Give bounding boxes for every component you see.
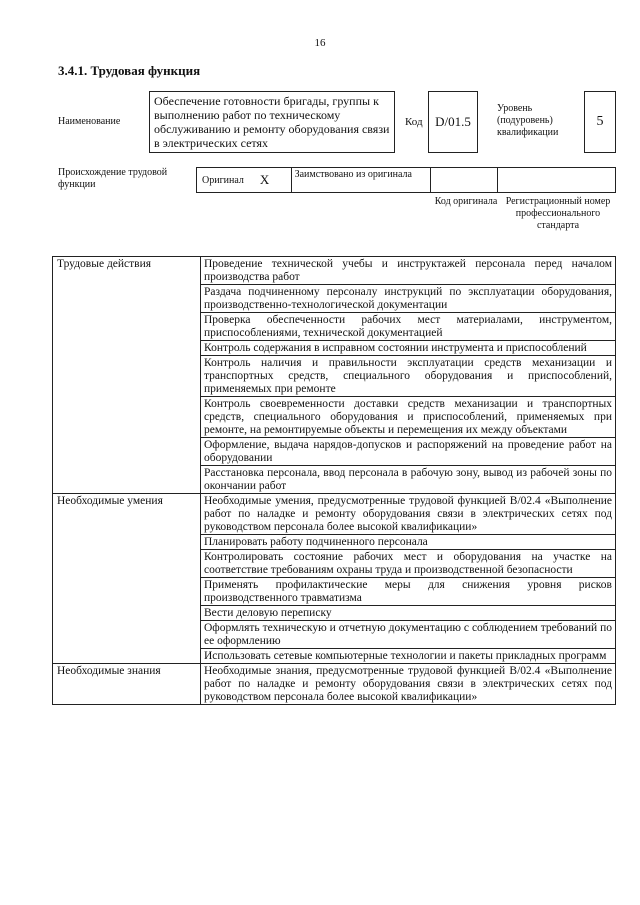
original-cell: [197, 168, 292, 192]
section-item: Контроль наличия и правильности эксплуатации средств механизации и транспортных средств, специального оборудования и приспособлений, применяемых при ремонте: [201, 356, 616, 397]
section-title: 3.4.1. Трудовая функция: [58, 63, 201, 78]
page-number: 16: [314, 37, 326, 49]
section-item: Расстановка персонала, ввод персонала в рабочую зону, вывод из рабочей зоны по окончании работ: [201, 466, 616, 494]
section-item: Необходимые знания, предусмотренные трудовой функцией В/02.4 «Выполнение работ по наладке и ремонту оборудования связи в электрических сетях под руководством персонала более высокой квалификации»: [201, 664, 616, 705]
original-label: Оригинал: [202, 174, 244, 186]
level-label: Уровень (подуровень) квалификации: [497, 103, 559, 138]
section-item: Использовать сетевые компьютерные технологии и пакеты прикладных программ: [201, 649, 616, 664]
section-item: Контроль содержания в исправном состоянии инструмента и приспособлений: [201, 341, 616, 356]
function-details-table: [52, 256, 616, 705]
original-code-cell: [431, 168, 498, 192]
code-caption: Код оригинала: [434, 196, 498, 207]
table-row: [53, 664, 616, 705]
section-item: Применять профилактические меры для снижения уровня рисков производственного травматизма: [201, 578, 616, 606]
section-item: Контроль своевременности доставки средств механизации и транспортных средств, специального оборудования и приспособлений, применяемых при ремонте, на ремонтируемые объекты и перемещения их между объектами: [201, 397, 616, 438]
section-item: Проверка обеспеченности рабочих мест материалами, инструментом, приспособлениями, технической документацией: [201, 313, 616, 341]
registration-number-cell: [498, 168, 615, 192]
origin-table: [196, 167, 616, 193]
section-item: Необходимые умения, предусмотренные трудовой функцией В/02.4 «Выполнение работ по наладке и ремонту оборудования связи в электрических сетях под руководством персонала более высокой квалификации»: [201, 494, 616, 535]
function-name-box: Обеспечение готовности бригады, группы к выполнению работ по техническому обслуживанию и ремонту оборудования связи в электрических сетях: [149, 91, 395, 153]
code-value-box: D/01.5: [428, 91, 478, 153]
level-value-box: 5: [584, 91, 616, 153]
section-item: Оформление, выдача нарядов-допусков и распоряжений на проведение работ на оборудовании: [201, 438, 616, 466]
name-label: Наименование: [58, 116, 121, 127]
section-item: Вести деловую переписку: [201, 606, 616, 621]
table-row: [53, 257, 616, 285]
section-item: Оформлять техническую и отчетную документацию с соблюдением требований по ее оформлению: [201, 621, 616, 649]
origin-label: Происхождение трудовой функции: [58, 167, 168, 190]
section-item: Проведение технической учебы и инструктажей персонала перед началом производства работ: [201, 257, 616, 285]
table-row: [53, 494, 616, 535]
section-item: Раздача подчиненному персоналу инструкций по эксплуатации оборудования, производственно-технологической документации: [201, 285, 616, 313]
section-item: Планировать работу подчиненного персонала: [201, 535, 616, 550]
original-mark: X: [259, 172, 270, 187]
borrowed-cell: Заимствовано из оригинала: [292, 168, 431, 192]
code-label: Код: [405, 116, 423, 128]
section-item: Контролировать состояние рабочих мест и оборудования на участке на соответствие требованиям охраны труда и производственной безопасности: [201, 550, 616, 578]
section-category: Необходимые умения: [53, 494, 201, 664]
section-category: Трудовые действия: [53, 257, 201, 494]
registration-caption: Регистрационный номер профессионального стандарта: [505, 196, 611, 231]
section-category: Необходимые знания: [53, 664, 201, 705]
